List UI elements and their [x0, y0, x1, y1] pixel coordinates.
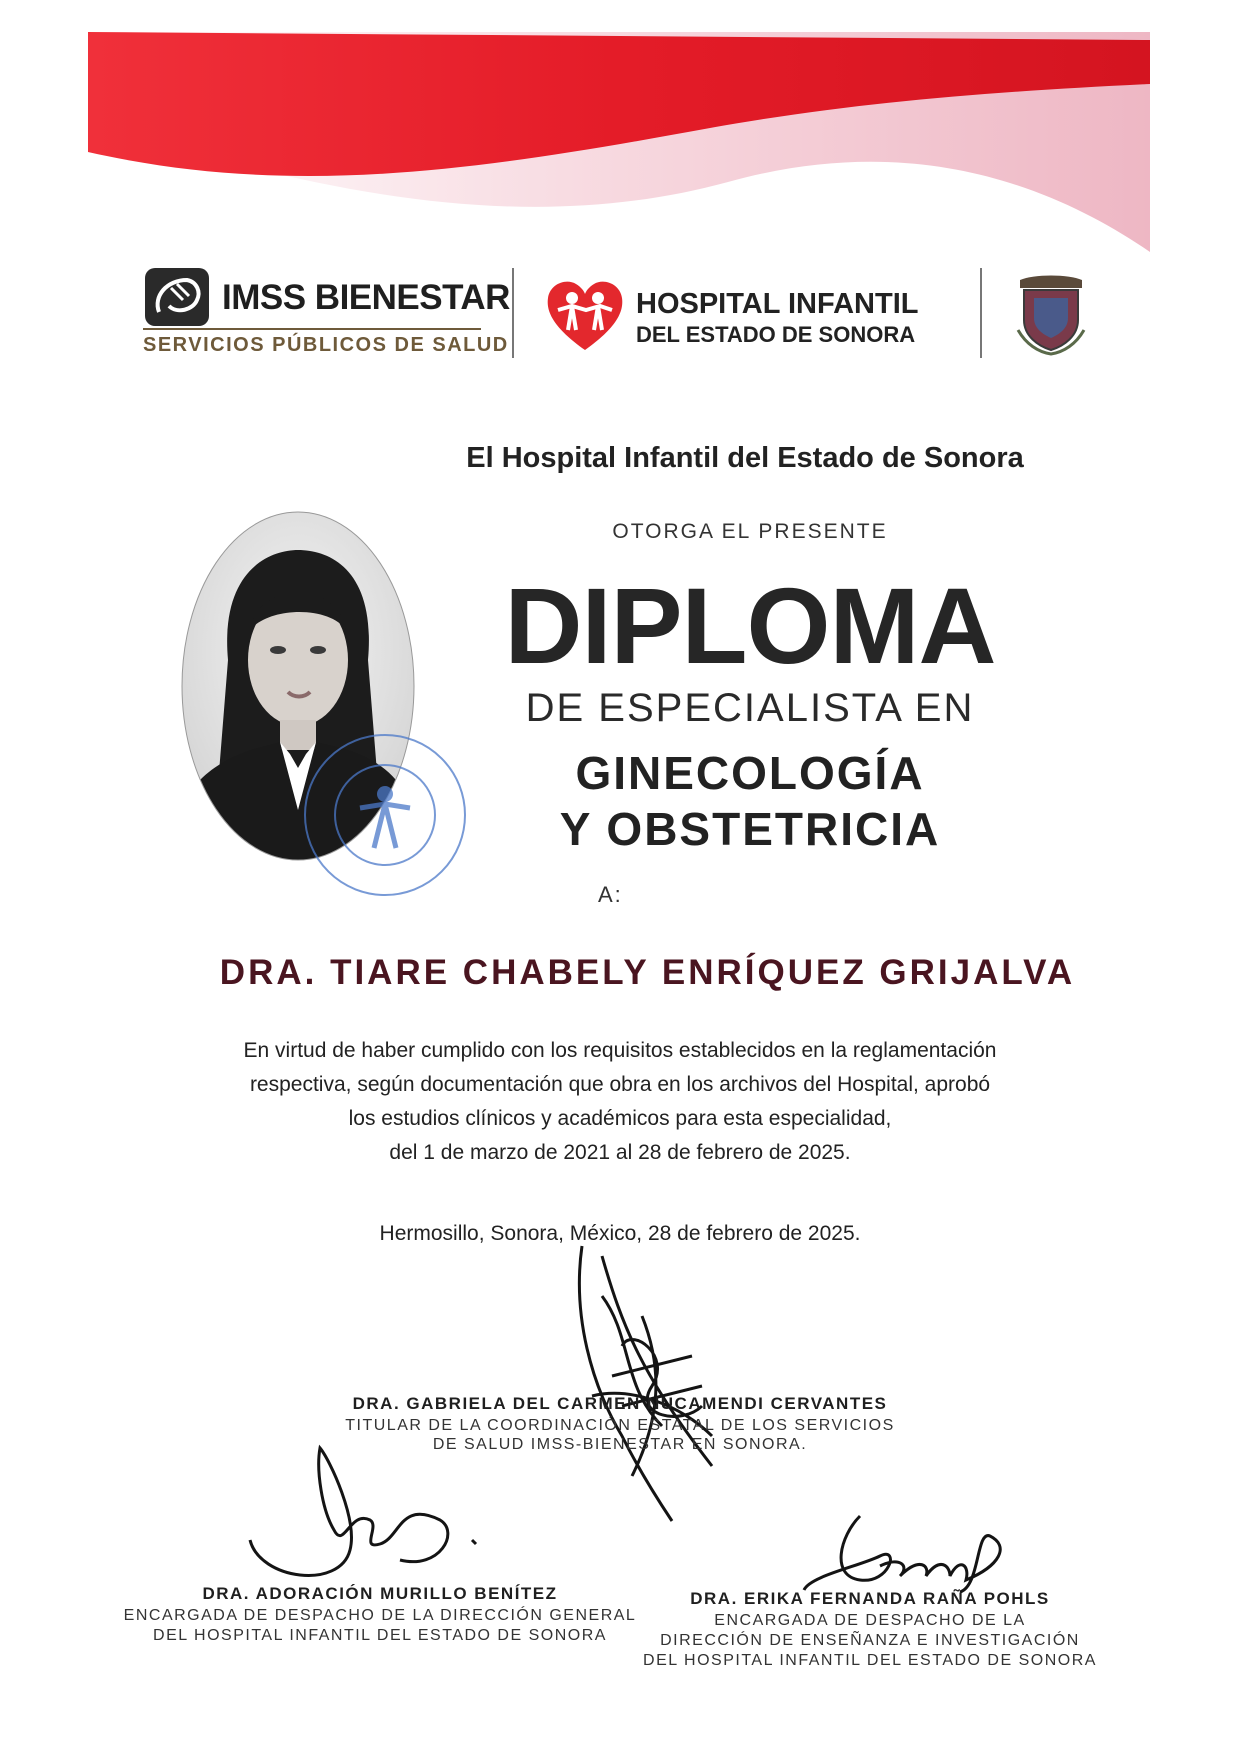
diploma-subtitle: DE ESPECIALISTA EN: [525, 686, 975, 730]
right-signatory-name: DRA. ERIKA FERNANDA RAÑA POHLS: [690, 1589, 1050, 1608]
logo-divider: [980, 268, 982, 358]
imss-logo-title: IMSS BIENESTAR: [222, 278, 510, 317]
body-line: los estudios clínicos y académicos para esta especialidad,: [348, 1107, 892, 1130]
left-signature: [240, 1440, 490, 1590]
recipient-name: DRA. TIARE CHABELY ENRÍQUEZ GRIJALVA: [219, 953, 1076, 992]
specialty-line-1: GINECOLOGÍA: [575, 747, 925, 799]
hospital-logo-subtitle: DEL ESTADO DE SONORA: [636, 322, 916, 347]
left-signatory-role: ENCARGADA DE DESPACHO DE LA DIRECCIÓN GENERAL: [123, 1607, 637, 1624]
center-signatory-name: DRA. GABRIELA DEL CARMEN NUCAMENDI CERVANTES: [352, 1394, 888, 1413]
center-signatory-role: DE SALUD IMSS-BIENESTAR EN SONORA.: [432, 1436, 808, 1453]
center-signatory-role: TITULAR DE LA COORDINACIÓN ESTATAL DE LOS SERVICIOS: [345, 1417, 895, 1434]
center-signature: [562, 1236, 742, 1526]
body-line: En virtud de haber cumplido con los requisitos establecidos en la reglamentación: [243, 1039, 997, 1062]
imss-bienestar-logo-icon: [143, 266, 211, 328]
place-date: Hermosillo, Sonora, México, 28 de febrero de 2025.: [379, 1222, 861, 1245]
hospital-heart-logo-icon: [544, 276, 626, 354]
hospital-logo-title: HOSPITAL INFANTIL: [636, 288, 919, 320]
imss-logo-rule: [143, 328, 481, 330]
university-crest-icon: [1014, 270, 1088, 356]
diploma-title: DIPLOMA: [504, 565, 996, 686]
to-label: A:: [598, 882, 623, 907]
body-line: del 1 de marzo de 2021 al 28 de febrero de 2025.: [389, 1141, 851, 1164]
grants-text: OTORGA EL PRESENTE: [612, 520, 888, 543]
right-signature: [800, 1506, 1020, 1596]
imss-logo-subtitle: SERVICIOS PÚBLICOS DE SALUD: [143, 334, 509, 356]
logo-divider: [512, 268, 514, 358]
body-line: respectiva, según documentación que obra en los archivos del Hospital, aprobó: [249, 1073, 991, 1096]
institution-name: El Hospital Infantil del Estado de Sonora: [466, 442, 1024, 474]
left-signatory-name: DRA. ADORACIÓN MURILLO BENÍTEZ: [202, 1584, 558, 1603]
right-signatory-role: DEL HOSPITAL INFANTIL DEL ESTADO DE SONORA: [643, 1652, 1097, 1669]
body-text: [120, 1034, 1120, 1170]
top-banner: [88, 32, 1150, 252]
right-signatory-role: DIRECCIÓN DE ENSEÑANZA E INVESTIGACIÓN: [660, 1632, 1080, 1649]
right-signatory-role: ENCARGADA DE DESPACHO DE LA: [714, 1612, 1026, 1629]
specialty-line-2: Y OBSTETRICIA: [559, 803, 941, 855]
left-signatory-role: DEL HOSPITAL INFANTIL DEL ESTADO DE SONORA: [153, 1627, 607, 1644]
